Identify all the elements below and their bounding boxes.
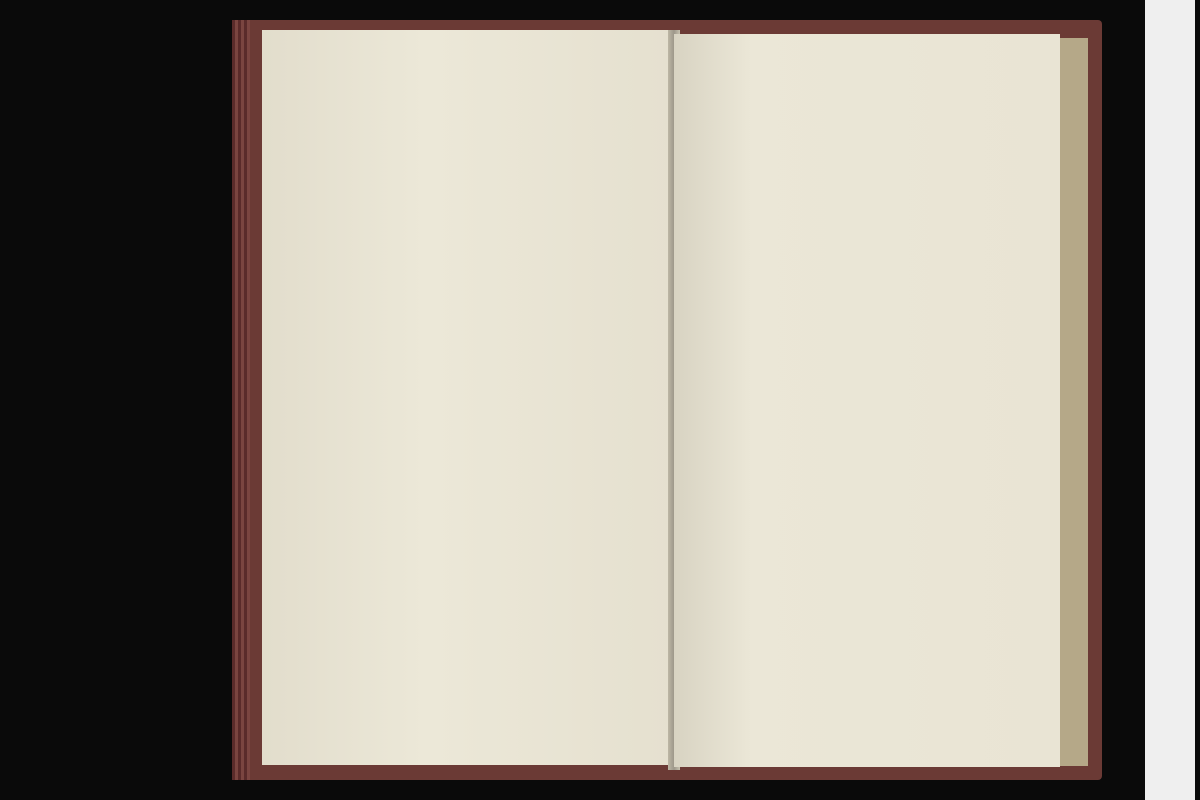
page-edges (1058, 38, 1088, 766)
measurement-ruler (1145, 0, 1195, 800)
right-page (674, 34, 1060, 767)
left-page (262, 30, 674, 765)
cover-spine-pattern (232, 20, 250, 780)
